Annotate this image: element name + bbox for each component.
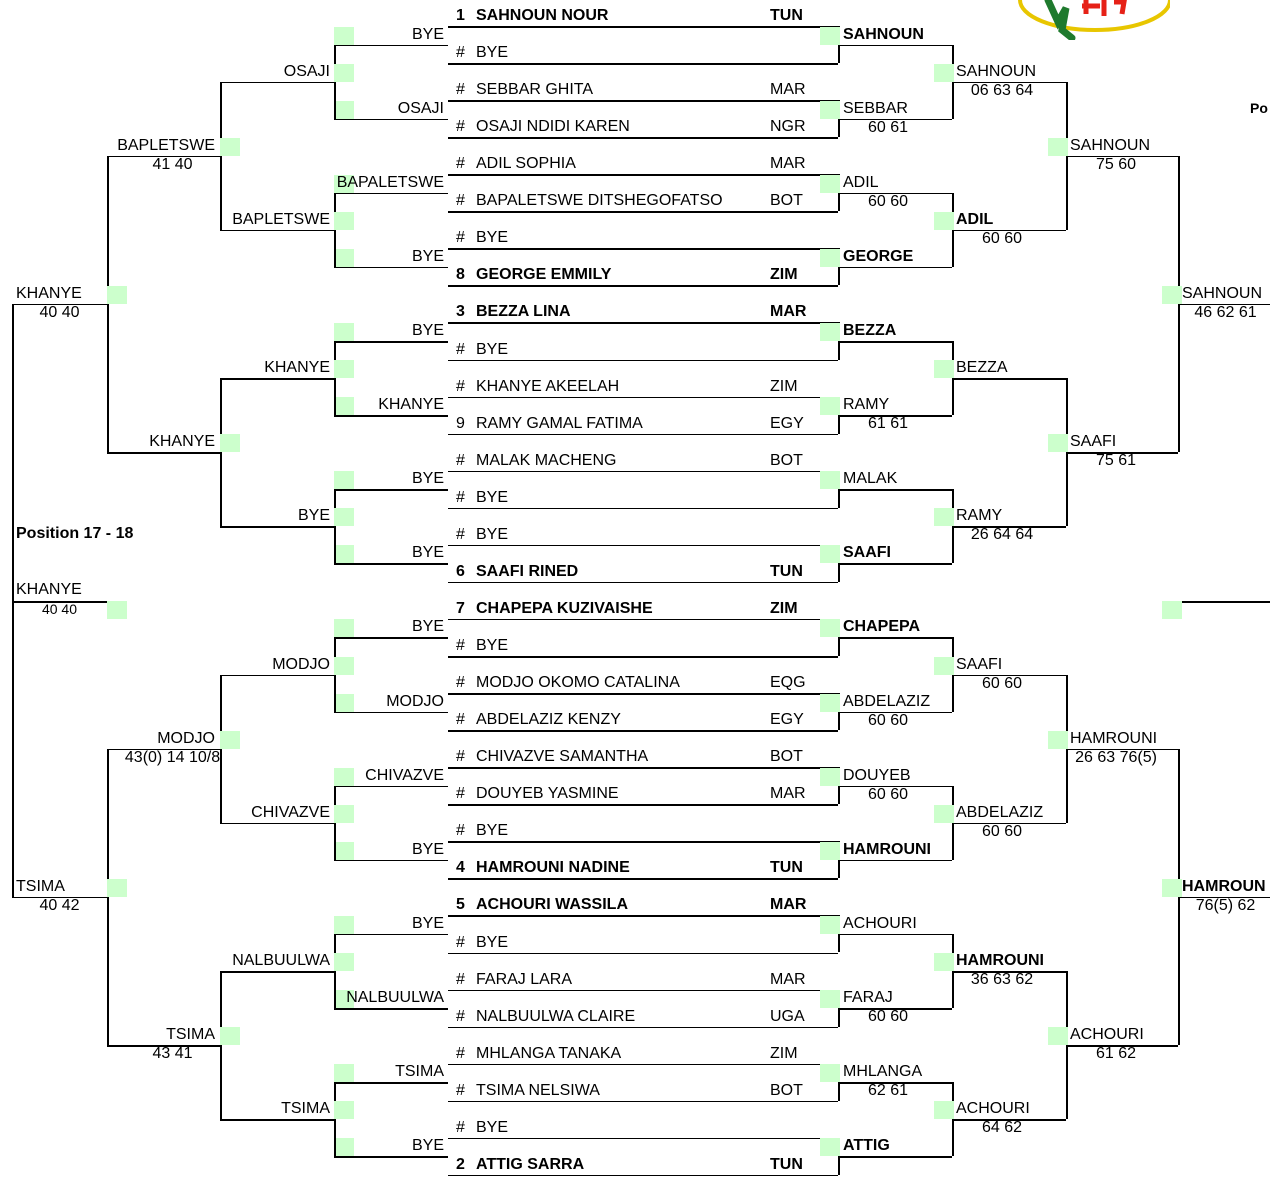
main-r2-winner: ADIL [956, 210, 994, 228]
bracket-line [838, 341, 952, 343]
score-entry-box [934, 508, 954, 526]
bracket-line [107, 156, 109, 452]
score-entry-box [820, 1138, 840, 1156]
main-r2-winner: BEZZA [956, 359, 1008, 377]
score-entry-box [1162, 601, 1182, 619]
main-r3-score: 26 63 76(5) [1075, 748, 1157, 766]
bracket-line [334, 712, 448, 714]
bracket-line [334, 934, 336, 1008]
seed-number: # [456, 1007, 465, 1025]
country-code: NGR [770, 118, 806, 136]
seed-number: # [456, 525, 465, 543]
country-code: ZIM [770, 1044, 798, 1062]
bracket-line [448, 1027, 838, 1029]
seed-number: 4 [456, 859, 465, 877]
position-label-cut: Po [1250, 100, 1268, 116]
main-r1-winner: RAMY [843, 396, 890, 414]
cons-r1-name: BYE [411, 840, 444, 858]
seed-number: # [456, 155, 465, 173]
cons-r1-name: BAPALETSWE [336, 173, 444, 191]
pos17-score: 40 40 [41, 601, 78, 617]
country-code: EGY [770, 414, 804, 432]
bracket-line [448, 397, 838, 399]
score-entry-box [820, 323, 840, 341]
seed-number: 6 [456, 562, 465, 580]
main-r1-winner: MALAK [843, 470, 898, 488]
bracket-line [220, 1119, 334, 1121]
seed-number: 1 [456, 7, 465, 24]
cons-r1-name: MODJO [386, 692, 444, 710]
main-r2-score: 60 60 [981, 229, 1023, 247]
country-code: ZIM [770, 377, 798, 395]
score-entry-box [820, 619, 840, 637]
cons-r3-score: 43 41 [152, 1045, 193, 1063]
seed-number: # [456, 1118, 465, 1136]
score-entry-box [820, 694, 840, 712]
bracket-line [220, 823, 334, 825]
player-name: BYE [476, 340, 509, 358]
country-code: EGY [770, 711, 804, 729]
main-r3-score: 75 60 [1095, 155, 1137, 173]
score-entry-box [820, 175, 840, 193]
main-r1-score: 60 60 [867, 785, 909, 803]
country-code: MAR [770, 896, 807, 914]
score-entry-box [820, 545, 840, 563]
cons-r4-score: 40 42 [39, 896, 80, 914]
main-r1-winner: ADIL [843, 173, 879, 191]
country-code: BOT [770, 451, 803, 469]
bracket-line [448, 693, 838, 695]
cons-r3-name: MODJO [157, 729, 215, 747]
country-code: TUN [770, 1155, 803, 1173]
bracket-line [448, 953, 838, 955]
bracket-line [334, 489, 336, 563]
main-r2-score: 26 64 64 [970, 526, 1034, 544]
bracket-line [448, 545, 838, 547]
country-code: MAR [770, 81, 806, 99]
bracket-line [334, 1008, 448, 1010]
cons-r1-name: BYE [411, 322, 444, 339]
score-entry-box [934, 953, 954, 971]
main-r2-score: 06 63 64 [970, 81, 1034, 99]
seed-number: # [456, 377, 465, 395]
bracket-line [334, 860, 448, 862]
seed-number: # [456, 1081, 465, 1099]
bracket-line [220, 82, 334, 84]
cons-r4-name: TSIMA [16, 877, 65, 895]
score-entry-box [334, 953, 354, 971]
bracket-line [448, 730, 838, 732]
main-r1-winner: DOUYEB [843, 766, 911, 784]
player-name: SAAFI RINED [476, 562, 579, 580]
bracket-line [838, 563, 952, 565]
bracket-line [448, 434, 838, 436]
cons-r1-name: BYE [411, 914, 444, 932]
bracket-line [838, 860, 952, 862]
score-entry-box [1162, 879, 1182, 897]
seed-number: 9 [456, 414, 465, 432]
pos17-name: KHANYE [16, 581, 82, 598]
main-r3-winner: SAHNOUN [1070, 136, 1151, 154]
score-entry-box [820, 27, 840, 45]
bracket-line [448, 804, 838, 806]
main-r1-winner: FARAJ [843, 989, 893, 1007]
score-entry-box [334, 64, 354, 82]
bracket-line [448, 582, 838, 584]
player-name: HAMROUNI NADINE [476, 859, 630, 877]
cons-r1-name: OSAJI [397, 99, 444, 117]
seed-number: # [456, 81, 465, 99]
player-name: ADIL SOPHIA [476, 155, 576, 173]
seed-number: # [456, 229, 465, 247]
score-entry-box [820, 101, 840, 119]
score-entry-box [934, 212, 954, 230]
cons-r3-name: KHANYE [149, 433, 215, 451]
cons-r1-name: BYE [411, 544, 444, 562]
bracket-line [334, 193, 448, 195]
main-r3-winner: HAMROUNI [1070, 729, 1158, 747]
cons-r2-name: OSAJI [283, 62, 330, 80]
player-name: CHAPEPA KUZIVAISHE [476, 599, 653, 617]
score-entry-box [220, 1027, 240, 1045]
main-r2-winner: HAMROUNI [956, 952, 1044, 970]
bracket-line [448, 656, 838, 658]
player-name: BYE [476, 525, 509, 543]
main-r2-score: 36 63 62 [970, 971, 1034, 989]
main-r1-winner: MHLANGA [843, 1063, 923, 1081]
score-entry-box [1162, 286, 1182, 304]
bracket-line [220, 971, 334, 973]
country-code: TUN [770, 562, 803, 580]
main-r1-score: 60 60 [867, 1008, 909, 1026]
score-entry-box [1048, 1027, 1068, 1045]
score-entry-box [220, 434, 240, 452]
bracket-line [220, 675, 334, 677]
bracket-line [334, 45, 448, 47]
main-r3-score: 75 61 [1095, 452, 1137, 470]
score-entry-box [820, 249, 840, 267]
score-entry-box [107, 601, 127, 619]
score-entry-box [334, 1101, 354, 1119]
main-r2-winner: ACHOURI [956, 1100, 1030, 1118]
cons-r2-name: MODJO [272, 655, 330, 673]
main-r1-winner: ACHOURI [843, 914, 917, 932]
bracket-line [448, 1175, 838, 1177]
player-name: MALAK MACHENG [476, 451, 617, 469]
main-r2-score: 60 60 [981, 822, 1023, 840]
player-name: DOUYEB YASMINE [476, 785, 619, 803]
country-code: BOT [770, 1081, 803, 1099]
seed-number: # [456, 1044, 465, 1062]
player-name: ACHOURI WASSILA [476, 896, 628, 914]
seed-number: # [456, 674, 465, 692]
score-entry-box [107, 286, 127, 304]
seed-number: # [456, 192, 465, 210]
bracket-line [448, 248, 838, 250]
bracket-line [220, 526, 334, 528]
player-name: ATTIG SARRA [476, 1155, 585, 1173]
bracket-line [448, 915, 838, 917]
cons-r1-name: BYE [411, 618, 444, 636]
main-r1-winner: CHAPEPA [843, 618, 921, 636]
bracket-line [448, 63, 838, 65]
seed-number: 7 [456, 599, 465, 617]
cons-r2-name: BYE [297, 507, 330, 525]
seed-number: # [456, 637, 465, 655]
player-name: FARAJ LARA [476, 970, 573, 988]
score-entry-box [820, 471, 840, 489]
main-r1-winner: GEORGE [843, 247, 914, 265]
cons-r1-name: CHIVAZVE [365, 766, 444, 784]
bracket-line [334, 563, 448, 565]
player-name: GEORGE EMMILY [476, 266, 612, 284]
cons-r4-name: KHANYE [16, 284, 82, 302]
bracket-line [334, 637, 448, 639]
seed-number: # [456, 340, 465, 358]
bracket-line [448, 174, 838, 176]
player-name: KHANYE AKEELAH [476, 377, 620, 395]
score-entry-box [820, 916, 840, 934]
bracket-line [448, 26, 838, 28]
bracket-line [334, 489, 448, 491]
cons-r2-name: KHANYE [264, 359, 330, 377]
score-entry-box [820, 397, 840, 415]
main-r3-winner: ACHOURI [1070, 1026, 1144, 1044]
country-code: MAR [770, 785, 806, 803]
cons-r3-name: TSIMA [166, 1026, 215, 1044]
bracket-line [838, 1156, 952, 1158]
bracket-line [334, 341, 448, 343]
player-name: BYE [476, 1118, 509, 1136]
main-r2-winner: ABDELAZIZ [956, 803, 1044, 821]
bracket-line [334, 786, 448, 788]
tournament-logo [1000, 0, 1170, 40]
bracket-line [838, 637, 952, 639]
main-r4-score: 76(5) 62 [1195, 896, 1256, 914]
cons-r1-name: BYE [411, 1137, 444, 1155]
main-r2-winner: SAHNOUN [956, 62, 1037, 80]
cons-r2-name: CHIVAZVE [251, 803, 330, 821]
player-name: MHLANGA TANAKA [476, 1044, 622, 1062]
main-r1-winner: ATTIG [843, 1137, 890, 1155]
seed-number: # [456, 822, 465, 840]
player-name: BAPALETSWE DITSHEGOFATSO [476, 192, 723, 210]
cons-r1-name: TSIMA [395, 1063, 444, 1081]
bracket-line [334, 267, 448, 269]
score-entry-box [220, 731, 240, 749]
country-code: MAR [770, 155, 806, 173]
bracket-line [448, 841, 838, 843]
main-r2-winner: RAMY [956, 507, 1003, 525]
score-entry-box [820, 1064, 840, 1082]
main-r1-winner: SAAFI [843, 544, 891, 562]
bracket-line [448, 767, 838, 769]
bracket-line [448, 508, 838, 510]
bracket-line [952, 378, 1066, 380]
seed-number: # [456, 748, 465, 766]
score-entry-box [820, 842, 840, 860]
bracket-line [220, 230, 334, 232]
position-17-18-label: Position 17 - 18 [16, 525, 134, 542]
player-name: CHIVAZVE SAMANTHA [476, 748, 649, 766]
bracket-line [334, 1156, 448, 1158]
player-name: SEBBAR GHITA [476, 81, 594, 99]
country-code: EQG [770, 674, 806, 692]
cons-r1-name: NALBUULWA [346, 989, 444, 1007]
main-r1-winner: HAMROUNI [843, 840, 931, 858]
score-entry-box [934, 360, 954, 378]
cons-r1-name: BYE [411, 247, 444, 265]
cons-r1-name: BYE [411, 25, 444, 43]
main-r1-score: 60 60 [867, 192, 909, 210]
main-r2-score: 60 60 [981, 674, 1023, 692]
seed-number: # [456, 785, 465, 803]
bracket-line [448, 360, 838, 362]
cons-r1-name: KHANYE [378, 396, 444, 414]
bracket-line [838, 934, 952, 936]
player-name: ABDELAZIZ KENZY [476, 711, 621, 729]
bracket-line [448, 1138, 838, 1140]
player-name: RAMY GAMAL FATIMA [476, 414, 643, 432]
bracket-line [448, 471, 838, 473]
score-entry-box [220, 138, 240, 156]
cons-r2-name: BAPLETSWE [232, 210, 330, 228]
country-code: TUN [770, 7, 803, 24]
seed-number: 2 [456, 1155, 465, 1173]
seed-number: # [456, 118, 465, 136]
bracket-line [334, 934, 448, 936]
score-entry-box [107, 879, 127, 897]
bracket-line [334, 415, 448, 417]
main-r1-score: 62 61 [867, 1082, 909, 1100]
country-code: UGA [770, 1007, 805, 1025]
bracket-line [448, 100, 838, 102]
country-code: MAR [770, 303, 807, 321]
bracket-line [448, 1101, 838, 1103]
cons-r3-score: 43(0) 14 10/8 [124, 748, 221, 766]
bracket-line [448, 619, 838, 621]
bracket-line [334, 119, 448, 121]
main-r2-winner: SAAFI [956, 655, 1003, 673]
bracket-line [334, 1082, 448, 1084]
country-code: TUN [770, 859, 803, 877]
player-name: BYE [476, 229, 509, 247]
player-name: BEZZA LINA [476, 303, 571, 321]
score-entry-box [934, 64, 954, 82]
score-entry-box [1048, 434, 1068, 452]
main-r1-winner: BEZZA [843, 322, 897, 339]
player-name: MODJO OKOMO CATALINA [476, 674, 680, 692]
main-r3-score: 61 62 [1095, 1045, 1137, 1063]
main-r4-winner: SAHNOUN [1182, 284, 1263, 302]
bracket-line [838, 489, 952, 491]
bracket-line [838, 267, 952, 269]
player-name: BYE [476, 933, 509, 951]
country-code: BOT [770, 748, 803, 766]
seed-number: # [456, 44, 465, 62]
seed-number: 8 [456, 266, 465, 284]
cons-r2-name: NALBUULWA [232, 952, 330, 970]
score-entry-box [334, 805, 354, 823]
country-code: MAR [770, 970, 806, 988]
bracket-line [448, 211, 838, 213]
country-code: BOT [770, 192, 803, 210]
seed-number: # [456, 488, 465, 506]
score-entry-box [1048, 138, 1068, 156]
main-r4-score: 46 62 61 [1194, 303, 1257, 321]
country-code: ZIM [770, 599, 798, 617]
score-entry-box [334, 212, 354, 230]
seed-number: 3 [456, 303, 465, 321]
bracket-line [448, 285, 838, 287]
main-r1-score: 61 61 [867, 415, 909, 433]
country-code: ZIM [770, 266, 798, 284]
player-name: BYE [476, 637, 509, 655]
score-entry-box [934, 657, 954, 675]
cons-r3-name: BAPLETSWE [117, 136, 215, 154]
score-entry-box [934, 1101, 954, 1119]
score-entry-box [334, 657, 354, 675]
bracket-line [448, 1064, 838, 1066]
player-name: BYE [476, 488, 509, 506]
player-name: TSIMA NELSIWA [476, 1081, 600, 1099]
score-entry-box [820, 990, 840, 1008]
cons-r3-score: 41 40 [152, 155, 193, 173]
cons-r1-name: BYE [411, 470, 444, 488]
seed-number: # [456, 933, 465, 951]
player-name: BYE [476, 822, 509, 840]
player-name: OSAJI NDIDI KAREN [476, 118, 630, 136]
seed-number: 5 [456, 896, 465, 914]
player-name: SAHNOUN NOUR [476, 7, 609, 24]
seed-number: # [456, 451, 465, 469]
bracket-line [448, 990, 838, 992]
main-r2-score: 64 62 [981, 1119, 1023, 1137]
bracket-line [107, 452, 220, 454]
bracket-line [448, 322, 838, 324]
score-entry-box [334, 360, 354, 378]
score-entry-box [334, 508, 354, 526]
bracket-line [220, 378, 334, 380]
player-name: NALBUULWA CLAIRE [476, 1007, 636, 1025]
cons-r4-score: 40 40 [39, 303, 80, 321]
bracket-line [448, 878, 838, 880]
player-name: BYE [476, 44, 509, 62]
main-r1-winner: ABDELAZIZ [843, 692, 931, 710]
seed-number: # [456, 711, 465, 729]
main-r3-winner: SAAFI [1070, 433, 1117, 451]
score-entry-box [820, 768, 840, 786]
score-entry-box [934, 805, 954, 823]
main-r1-winner: SAHNOUN [843, 25, 924, 43]
main-r1-score: 60 61 [867, 118, 909, 136]
score-entry-box [1048, 731, 1068, 749]
main-r1-score: 60 60 [867, 711, 909, 729]
cons-r2-name: TSIMA [281, 1100, 330, 1118]
bracket-line [448, 137, 838, 139]
main-r4-winner: HAMROUN [1182, 877, 1266, 895]
bracket-line [838, 45, 952, 47]
seed-number: # [456, 970, 465, 988]
main-r1-winner: SEBBAR [843, 99, 908, 117]
